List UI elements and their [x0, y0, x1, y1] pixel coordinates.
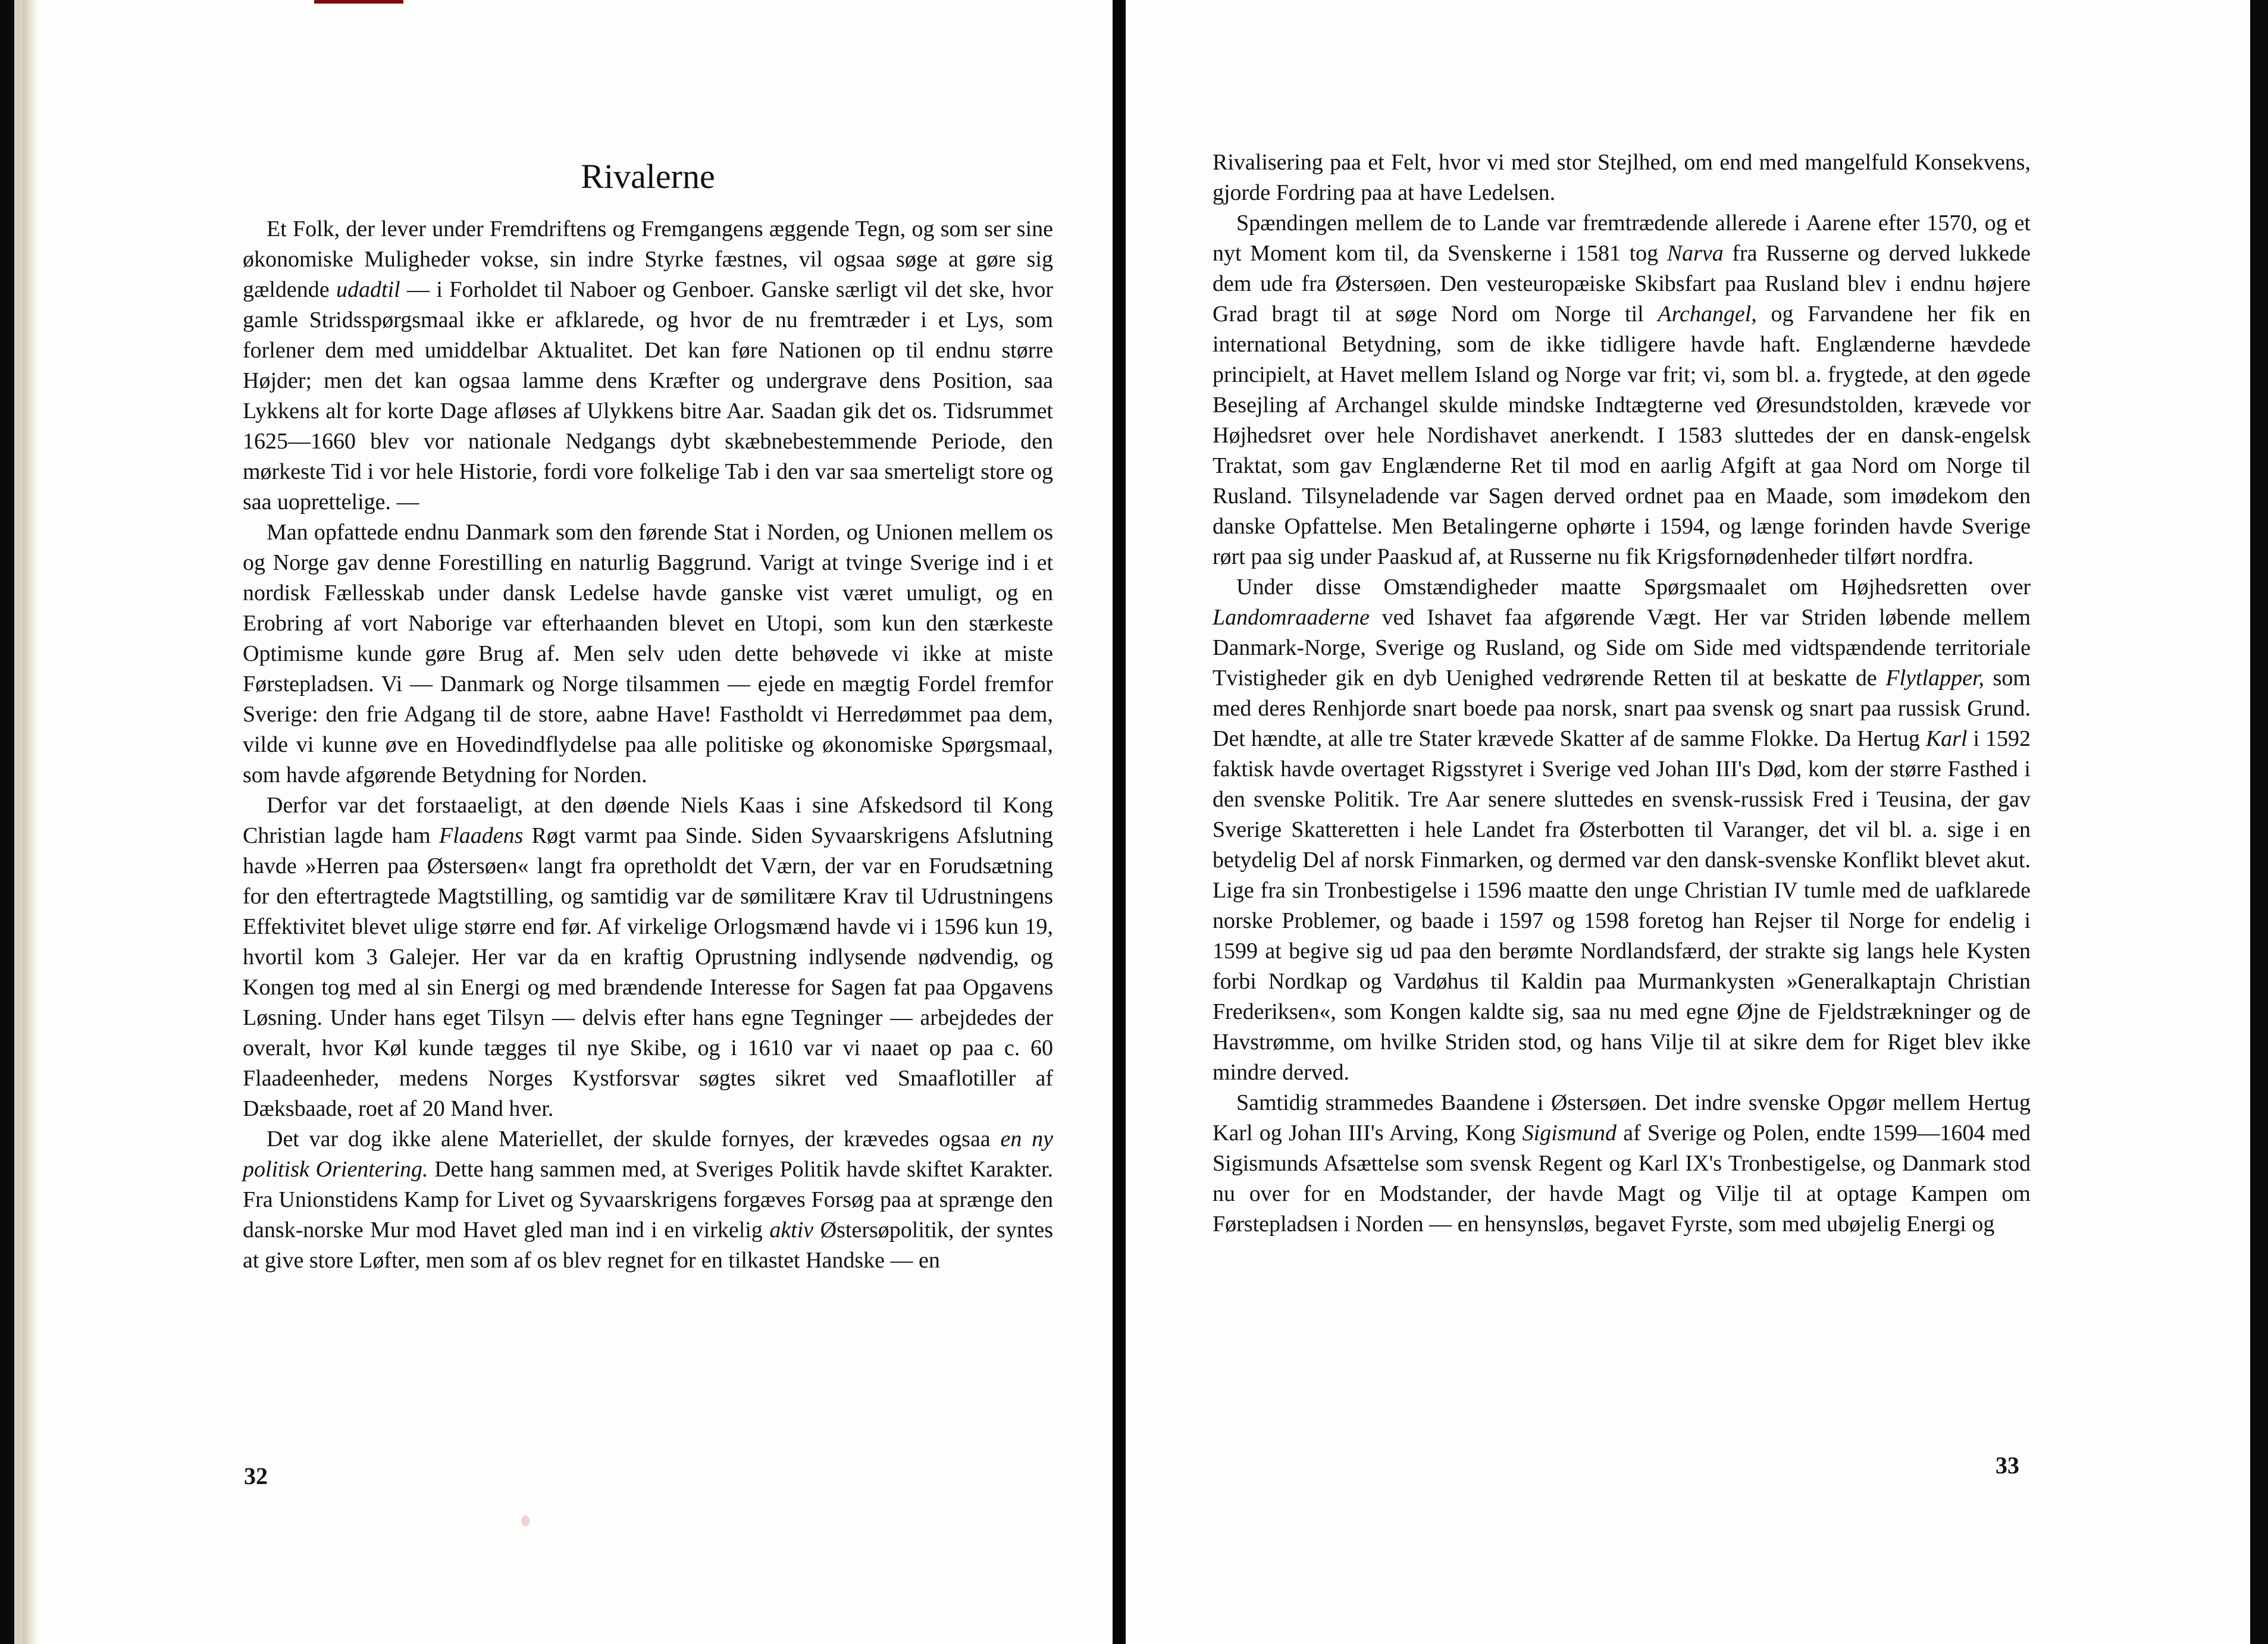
text-run: Det var dog ikke alene Materiellet, der skulde fornyes, der krævedes ogsaa — [267, 1127, 1001, 1152]
text-run: fra Russerne og derved lukkede dem ude fra Østersøen. Den vesteuropæiske Skibsfart paa Rusland blev i endnu højere Grad bragt til at søge Nord om Norge til — [1213, 241, 2031, 327]
emphasized-text: Narva — [1666, 241, 1724, 266]
paragraph — [243, 517, 1053, 790]
paragraph — [243, 214, 1053, 517]
text-run: Røgt varmt paa Sinde. Siden Syvaarskrigens Afslutning havde »Herren paa Østersøen« langt fra opretholdt det Værn, der var en Forudsætning for den eftertragtede Magtstilling, og samtidig var de sømilitære Krav til Udrustningens Effektivitet blevet ulige større end før. Af virkelige Orlogsmænd havde vi i 1596 kun 19, hvortil kom 3 Galejer. Her var da en kraftig Oprustning indlysende nødvendig, og Kongen tog med al sin Energi og med brændende Interesse for Sagen fat paa Opgavens Løsning. Under hans eget Tilsyn — delvis efter hans egne Tegninger — arbejdedes der overalt, hvor Køl kunde tægges til nye Skibe, og i 1610 var vi naaet op paa c. 60 Flaadeenheder, medens Norges Kystforsvar søgtes sikret ved Smaaflotiller af Dæksbaade, roet af 20 Mand hver. — [243, 823, 1053, 1121]
emphasized-text: Landomraaderne — [1213, 605, 1370, 630]
paragraph — [243, 1124, 1053, 1276]
text-run: Et Folk, der lever under Fremdriftens og Fremgangens æggende Tegn, og som ser sine økonomiske Muligheder vokse, sin indre Styrke fæstnes, vil ogsaa søge at gøre sig gældende — [243, 217, 1053, 302]
left-page — [14, 0, 1113, 1644]
emphasized-text: udadtil — [336, 277, 400, 302]
text-run: — i Forholdet til Naboer og Genboer. Ganske særligt vil det ske, hvor gamle Stridsspørgsmaal ikke er afklarede, og hvor de nu fremtræder i et Lys, som forlener dem med umiddelbar Aktualitet. Det kan føre Nationen op til endnu større Højder; men det kan ogsaa lamme dens Kræfter og undergrave dens Position, saa Lykkens alt for korte Dage afløses af Ulykkens bitre Aar. Saadan gik det os. Tidsrummet 1625—1660 blev vor nationale Nedgangs dybt skæbnebestemmende Periode, den mørkeste Tid i vor hele Historie, fordi vore folkelige Tab i den var saa smerteligt store og saa uoprettelige. — — [243, 277, 1053, 514]
text-run: Under disse Omstændigheder maatte Spørgsmaalet om Højhedsretten over — [1236, 575, 2031, 600]
emphasized-text: Archangel, — [1658, 302, 1757, 327]
page-number: 33 — [1996, 1452, 2019, 1479]
emphasized-text: aktiv — [769, 1218, 814, 1243]
emphasized-text: Karl — [1925, 726, 1968, 751]
right-page-text — [1213, 148, 2031, 1240]
emphasized-text: Flaadens — [438, 823, 524, 848]
right-page — [1126, 0, 2250, 1644]
paragraph — [1213, 572, 2031, 1088]
text-run: ved Ishavet faa afgørende Vægt. Her var Striden løbende mellem Danmark-Norge, Sverige og Rusland, og Side om Side med vidtspændende territoriale Tvistigheder gik en dyb Uenighed vedrørende Retten til at beskatte de — [1213, 605, 2031, 691]
text-run: Dette hang sammen med, at Sveriges Politik havde skiftet Karakter. Fra Unionstidens Kamp for Livet og Syvaarskrigens forgæves Forsøg paa at sprænge den dansk-norske Mur mod Havet gled man ind i en virkelig — [243, 1157, 1053, 1243]
paragraph — [1213, 148, 2031, 208]
paper-speck — [521, 1516, 530, 1526]
book-gutter — [1113, 0, 1126, 1644]
paragraph — [1213, 208, 2031, 572]
text-run: Spændingen mellem de to Lande var fremtrædende allerede i Aarene efter 1570, og et nyt Moment kom til, da Svenskerne i 1581 tog — [1213, 211, 2031, 266]
left-page-text — [243, 214, 1053, 1276]
emphasized-text: Flytlapper, — [1885, 666, 1985, 691]
text-run: Østersøpolitik, der syntes at give store Løfter, men som af os blev regnet for en tilkastet Handske — en — [243, 1218, 1053, 1273]
emphasized-text: en ny politisk Orientering. — [243, 1127, 1053, 1182]
chapter-title: Rivalerne — [581, 157, 715, 196]
paragraph — [243, 790, 1053, 1124]
print-mark — [314, 0, 403, 4]
text-run: Derfor var det forstaaeligt, at den døende Niels Kaas i sine Afskedsord til Kong Christian lagde ham — [243, 793, 1053, 848]
page-number: 32 — [244, 1463, 268, 1489]
paragraph — [1213, 1088, 2031, 1240]
text-run: Samtidig strammedes Baandene i Østersøen. Det indre svenske Opgør mellem Hertug Karl og Johan III's Arving, Kong — [1213, 1090, 2031, 1146]
text-run: og Farvandene her fik en international Betydning, som de ikke tidligere havde haft. Englænderne hævdede principielt, at Havet mellem Island og Norge var frit; vi, som bl. a. frygtede, at den øgede Besejling af Archangel skulde mindske Indtægterne ved Øresundstolden, krævede vor Højhedsret over hele Nordishavet anerkendt. I 1583 sluttedes der en dansk-engelsk Traktat, som gav Englænderne Ret til mod en aarlig Afgift at gaa Nord om Norge til Rusland. Tilsyneladende var Sagen derved ordnet paa en Maade, som imødekom den danske Opfattelse. Men Betalingerne ophørte i 1594, og længe forinden havde Sverige rørt paa sig under Paaskud af, at Russerne nu fik Krigsfornødenheder tilført nordfra. — [1213, 302, 2031, 569]
text-run: Man opfattede endnu Danmark som den førende Stat i Norden, og Unionen mellem os og Norge gav denne Forestilling en naturlig Baggrund. Varigt at tvinge Sverige ind i et nordisk Fællesskab under dansk Ledelse havde ganske vist været umuligt, og en Erobring af vort Naborige var efterhaanden blevet en Utopi, som kun den stærkeste Optimisme kunde gøre Brug af. Men selv uden dette behøvede vi ikke at miste Førstepladsen. Vi — Danmark og Norge tilsammen — ejede en mægtig Fordel fremfor Sverige: den frie Adgang til de store, aabne Have! Fastholdt vi Herredømmet paa dem, vilde vi kunne øve en Hovedindflydelse paa alle politiske og økonomiske Spørgsmaal, som havde afgørende Betydning for Norden. — [243, 520, 1053, 788]
text-run: Rivalisering paa et Felt, hvor vi med stor Stejlhed, om end med mangelfuld Konsekvens, gjorde Fordring paa at have Ledelsen. — [1213, 150, 2031, 205]
emphasized-text: Sigismund — [1522, 1121, 1617, 1146]
text-run: af Sverige og Polen, endte 1599—1604 med Sigismunds Afsættelse som svensk Regent og Karl IX's Tronbestigelse, og Danmark stod nu over for en Modstander, der havde Magt og Vilje til at optage Kampen om Førstepladsen i Norden — en hensynsløs, begavet Fyrste, som med ubøjelig Energi og — [1213, 1121, 2031, 1237]
text-run: som med deres Renhjorde snart boede paa norsk, snart paa svensk og snart paa russisk Grund. Det hændte, at alle tre Stater krævede Skatter af de samme Flokke. Da Hertug — [1213, 666, 2031, 751]
text-run: i 1592 faktisk havde overtaget Rigsstyret i Sverige ved Johan III's Død, kom der større Fasthed i den svenske Politik. Tre Aar senere sluttedes en svensk-russisk Fred i Teusina, der gav Sverige Skatteretten i hele Landet fra Østerbotten til Varanger, det vil bl. a. sige i en betydelig Del af norsk Finmarken, og dermed var den dansk-svenske Konflikt blevet akut. Lige fra sin Tronbestigelse i 1596 maatte den unge Christian IV tumle med de uafklarede norske Problemer, og baade i 1597 og 1598 foretog han Rejser til Norge for endelig i 1599 at begive sig ud paa den berømte Nordlandsfærd, der strakte sig langs hele Kysten forbi Nordkap og Vardøhus til Kaldin paa Murmankysten »Generalkaptajn Christian Frederiksen«, som Kongen kaldte sig, saa nu med egne Øjne de Fjeldstrækninger og de Havstrømme, om hvilke Striden stod, og hans Vilje til at sikre dem for Riget blev ikke mindre derved. — [1213, 726, 2031, 1085]
